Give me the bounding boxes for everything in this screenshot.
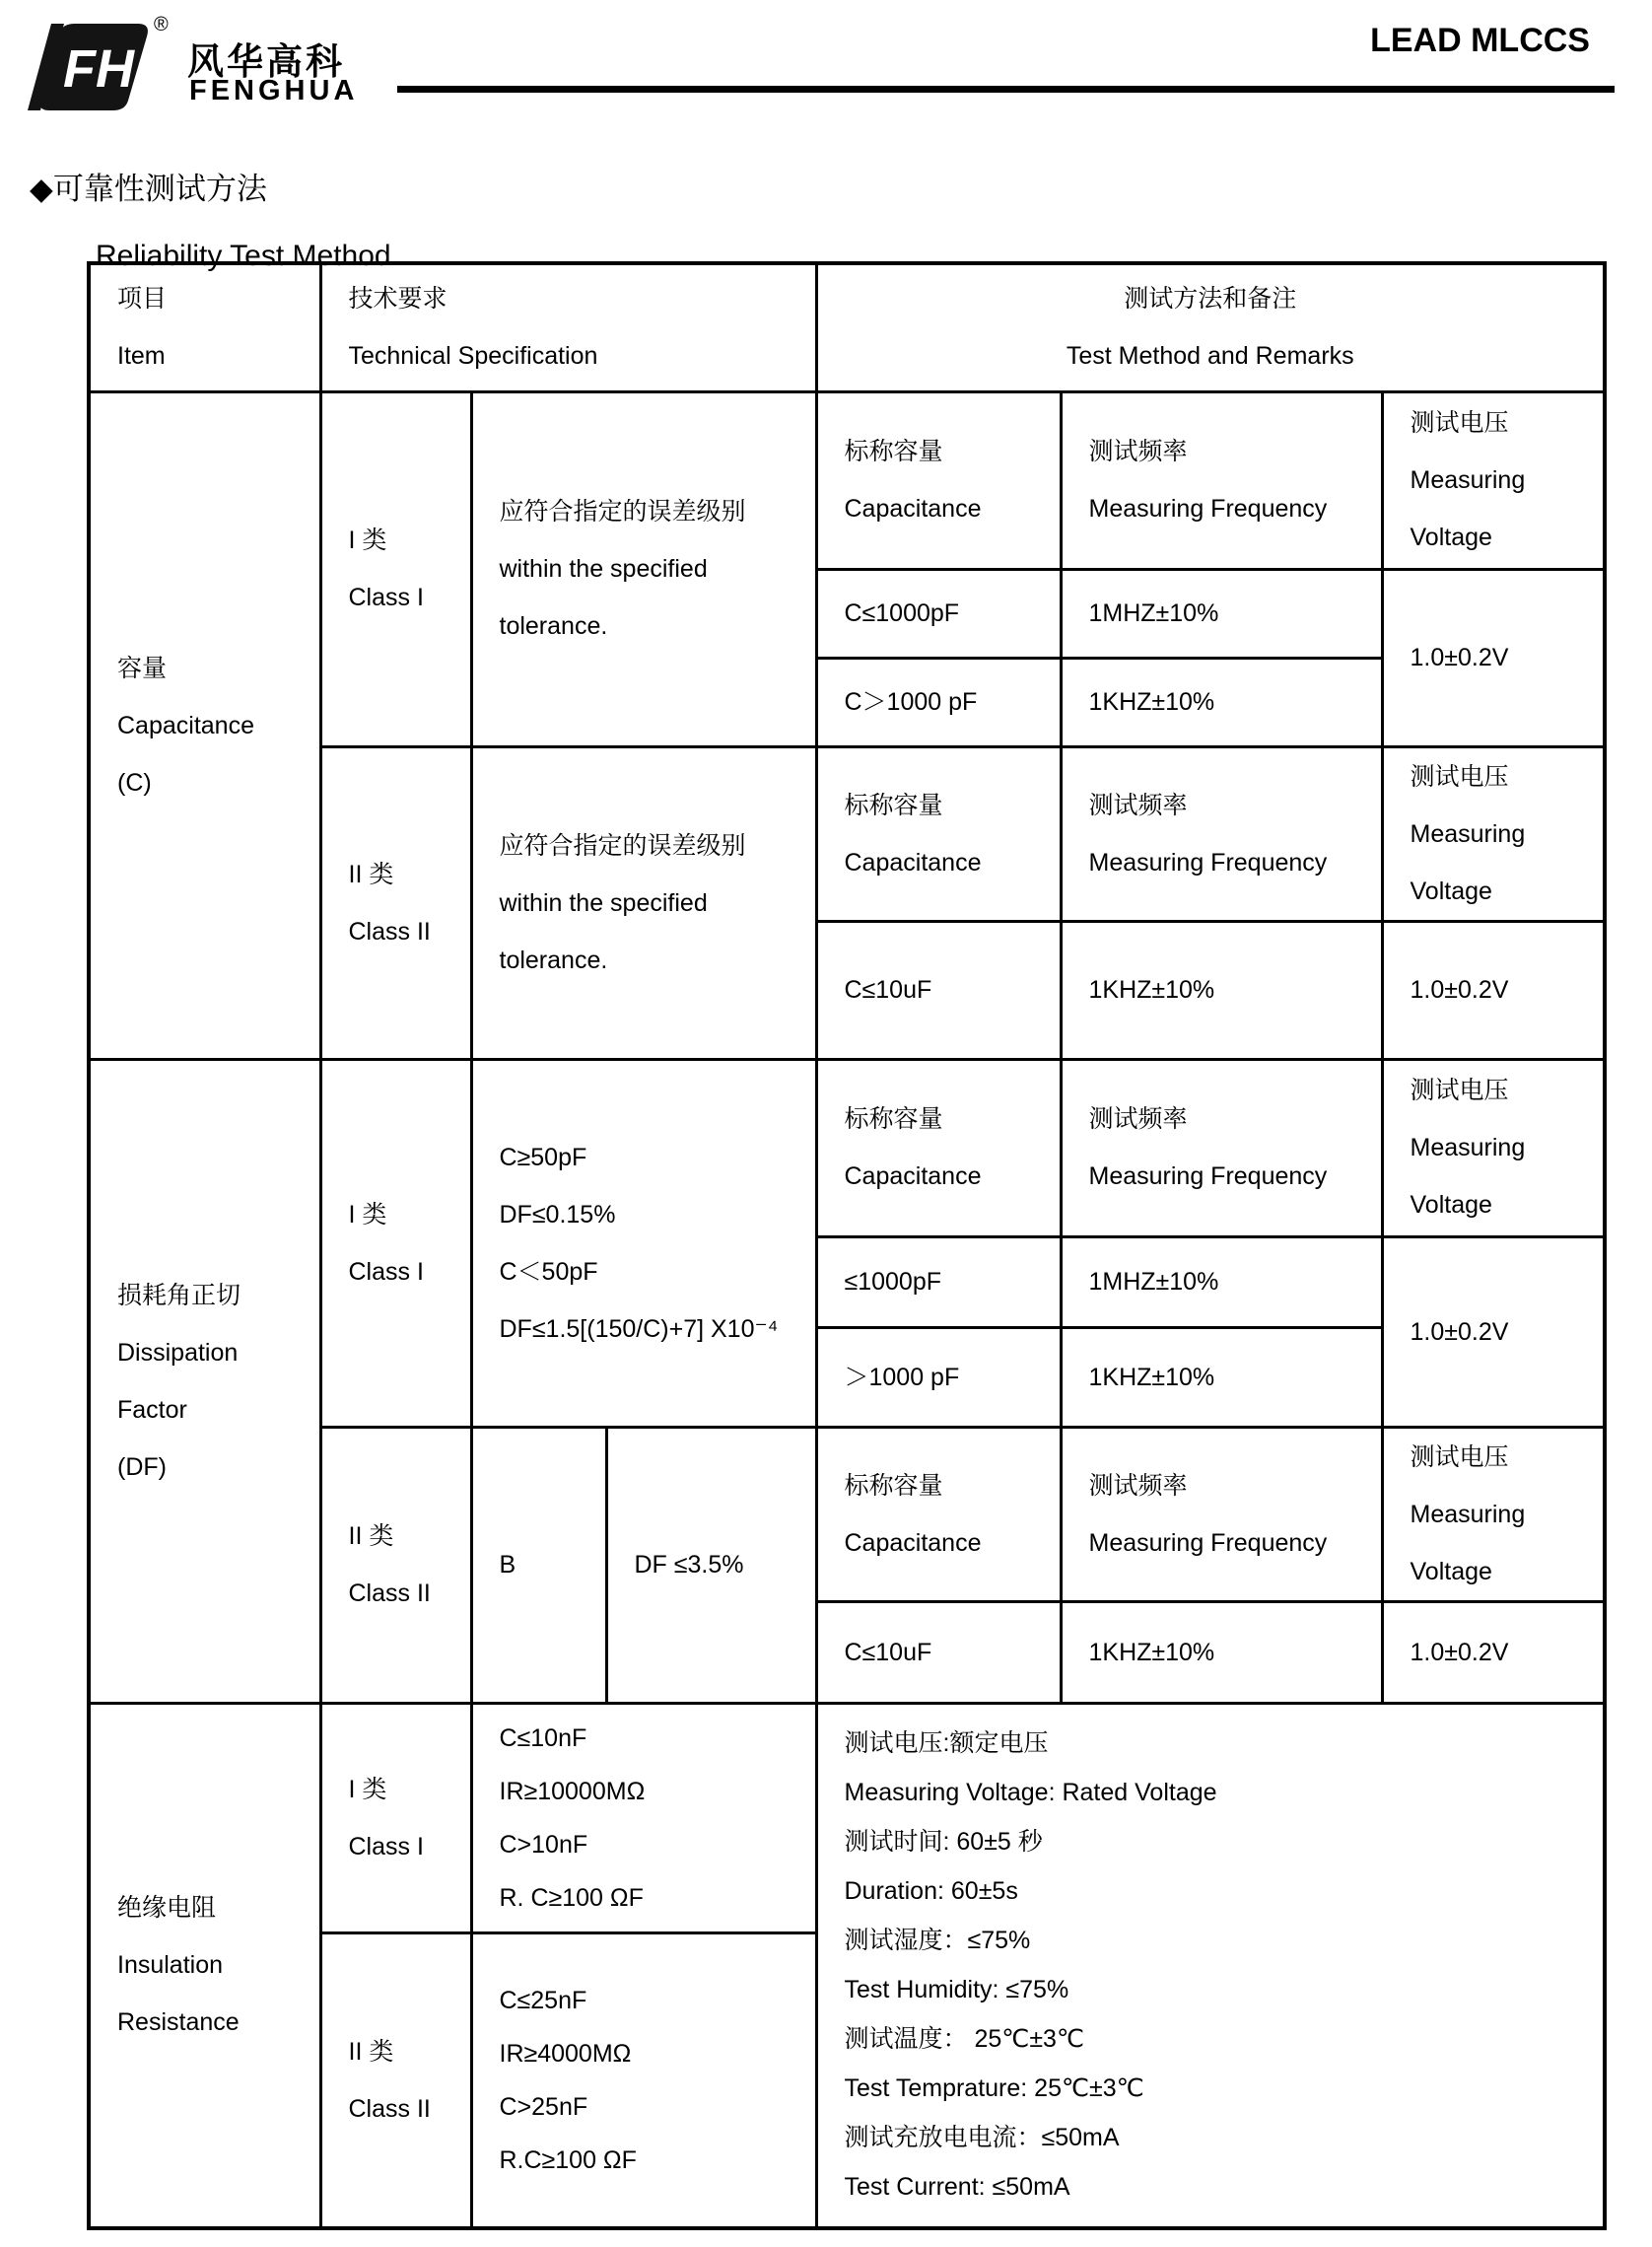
df-class1-spec-line: DF≤1.5[(150/C)+7] X10⁻⁴ <box>499 1314 779 1343</box>
value-measuring-frequency: 1KHZ±10% <box>1088 688 1215 716</box>
fenghua-logo <box>28 14 382 112</box>
value-measuring-frequency: 1KHZ±10% <box>1088 1363 1215 1391</box>
df-class1-voltage <box>1382 1236 1605 1427</box>
df-class1-spec-cell <box>471 1059 816 1427</box>
subheader-voltage-cell <box>1382 391 1605 569</box>
subheader-freq-en: Measuring Frequency <box>1088 1162 1328 1190</box>
ir-class1-cell <box>320 1703 471 1932</box>
ir-class1-spec-cell <box>471 1703 816 1932</box>
subheader-frequency-cell <box>1061 1427 1382 1601</box>
df-class2-limit-cell <box>606 1427 816 1703</box>
cap-class1-spec-line: 应符合指定的误差级别 <box>499 498 746 526</box>
ir-class1-spec-line: R. C≥100 ΩF <box>499 1883 644 1912</box>
subheader-cap-en: Capacitance <box>844 1528 982 1557</box>
subheader-volt-en1: Measuring <box>1410 819 1526 848</box>
capacitance-label-en: Capacitance <box>117 711 254 739</box>
value-measuring-frequency: 1KHZ±10% <box>1088 1638 1215 1666</box>
ir-label-en1: Insulation <box>117 1951 224 1980</box>
value-measuring-frequency: 1MHZ±10% <box>1088 599 1219 627</box>
brand-name-cn: 风华高科 <box>187 41 345 82</box>
table-row <box>89 1703 1605 1932</box>
cap-class2-spec-line: 应符合指定的误差级别 <box>499 831 746 860</box>
subheader-capacitance-cell <box>816 746 1061 921</box>
ir-class2-cn: II 类 <box>348 2037 394 2066</box>
value-measuring-voltage: 1.0±0.2V <box>1410 976 1509 1004</box>
df-class2-row1-freq <box>1061 1601 1382 1703</box>
cap-class2-voltage <box>1382 921 1605 1059</box>
table-row <box>89 391 1605 569</box>
header-divider-line <box>397 86 1615 93</box>
ir-class2-spec-line: IR≥4000MΩ <box>499 2039 632 2068</box>
page-title-en: Reliability Test Method <box>96 240 391 272</box>
subheader-volt-en1: Measuring <box>1410 1500 1526 1528</box>
df-class2-voltage <box>1382 1601 1605 1703</box>
ir-condition-line: 测试时间: 60±5 秒 <box>844 1828 1043 1857</box>
cap-class1-voltage <box>1382 569 1605 746</box>
cap-class1-cn: I 类 <box>348 527 387 554</box>
cap-class2-spec-line: tolerance. <box>499 946 608 974</box>
subheader-freq-en: Measuring Frequency <box>1088 848 1328 877</box>
df-class1-cell <box>320 1059 471 1427</box>
ir-label-cn: 绝缘电阻 <box>117 1894 217 1923</box>
ir-class2-spec-line: C≤25nF <box>499 1986 587 2014</box>
ir-class2-spec-cell <box>471 1932 816 2228</box>
subheader-voltage-cell <box>1382 1427 1605 1601</box>
subheader-cap-en: Capacitance <box>844 1162 982 1190</box>
cap-class2-cn: II 类 <box>348 860 394 888</box>
subheader-cap-cn: 标称容量 <box>844 791 943 819</box>
ir-class1-cn: I 类 <box>348 1775 387 1803</box>
ir-item-cell <box>89 1703 320 2228</box>
cap-class2-row1-freq <box>1061 921 1382 1059</box>
table-row <box>89 1059 1605 1236</box>
svg-text:FH: FH <box>63 39 134 99</box>
cap-class1-spec-line: within the specified <box>499 555 708 583</box>
ir-condition-line: Test Current: ≤50mA <box>844 2173 1070 2202</box>
value-capacitance-range: ＞1000 pF <box>844 1363 960 1391</box>
subheader-freq-en: Measuring Frequency <box>1088 1528 1328 1557</box>
df-class1-spec-line: C＜50pF <box>499 1257 598 1286</box>
subheader-cap-cn: 标称容量 <box>844 438 943 465</box>
df-class2-limit-value: DF ≤3.5% <box>634 1551 744 1579</box>
subheader-volt-en1: Measuring <box>1410 1134 1526 1161</box>
subheader-freq-cn: 测试频率 <box>1088 1471 1188 1500</box>
ir-class1-spec-line: C>10nF <box>499 1830 588 1859</box>
ir-condition-line: 测试温度： 25℃±3℃ <box>844 2025 1085 2054</box>
ir-class1-spec-line: C≤10nF <box>499 1723 587 1752</box>
header-item-cn: 项目 <box>117 285 168 314</box>
subheader-freq-cn: 测试频率 <box>1088 1105 1188 1133</box>
registered-trademark-icon: ® <box>154 14 169 35</box>
header-item-en: Item <box>117 342 166 371</box>
subheader-volt-cn: 测试电压 <box>1410 1442 1509 1471</box>
subheader-volt-en2: Voltage <box>1410 524 1492 551</box>
cap-class1-row1-cap <box>816 569 1061 658</box>
ir-condition-line: 测试湿度：≤75% <box>844 1927 1031 1955</box>
ir-test-conditions-cell <box>816 1703 1605 2228</box>
subheader-cap-en: Capacitance <box>844 495 982 523</box>
value-capacitance-range: C＞1000 pF <box>844 688 978 716</box>
df-class2-b-label: B <box>499 1551 516 1579</box>
header-method-cell <box>816 263 1605 391</box>
df-item-cell <box>89 1059 320 1703</box>
ir-class1-spec-line: IR≥10000MΩ <box>499 1777 646 1805</box>
ir-class2-spec-line: C>25nF <box>499 2092 588 2121</box>
df-class1-cn: I 类 <box>348 1200 387 1229</box>
ir-condition-line: Duration: 60±5s <box>844 1877 1018 1906</box>
df-class1-row2-freq <box>1061 1327 1382 1427</box>
df-class2-b-cell <box>471 1427 606 1703</box>
value-measuring-voltage: 1.0±0.2V <box>1410 1317 1509 1346</box>
subheader-volt-en2: Voltage <box>1410 1557 1492 1585</box>
subheader-capacitance-cell <box>816 1427 1061 1601</box>
cap-class1-spec-cell <box>471 391 816 746</box>
header-spec-en: Technical Specification <box>348 342 598 371</box>
df-class1-spec-line: DF≤0.15% <box>499 1200 616 1229</box>
subheader-voltage-cell <box>1382 746 1605 921</box>
value-capacitance-range: ≤1000pF <box>844 1268 942 1296</box>
capacitance-item-cell <box>89 391 320 1059</box>
ir-condition-line: Test Temprature: 25℃±3℃ <box>844 2074 1144 2103</box>
cap-class1-en: Class I <box>348 584 424 611</box>
df-class1-row1-freq <box>1061 1236 1382 1327</box>
page-title-cn: ◆可靠性测试方法 <box>30 172 267 206</box>
df-label-symbol: (DF) <box>117 1452 167 1481</box>
subheader-frequency-cell <box>1061 391 1382 569</box>
brand-name-en: FENGHUA <box>189 75 359 106</box>
ir-class1-en: Class I <box>348 1832 424 1861</box>
ir-condition-line: 测试充放电电流：≤50mA <box>844 2124 1120 2152</box>
subheader-volt-en2: Voltage <box>1410 1191 1492 1219</box>
ir-class2-cell <box>320 1932 471 2228</box>
reliability-test-table <box>87 261 1607 2230</box>
value-capacitance-range: C≤10uF <box>844 976 932 1004</box>
subheader-volt-cn: 测试电压 <box>1410 409 1509 437</box>
cap-class2-spec-cell <box>471 746 816 1059</box>
df-class1-en: Class I <box>348 1257 424 1286</box>
header-method-cn: 测试方法和备注 <box>1124 285 1297 314</box>
ir-condition-line: 测试电压:额定电压 <box>844 1729 1049 1758</box>
table-header-row <box>89 263 1605 391</box>
product-series-title: LEAD MLCCS <box>1370 22 1590 59</box>
fenghua-emblem-icon <box>28 22 151 112</box>
cap-class2-cell <box>320 746 471 1059</box>
cap-class1-spec-line: tolerance. <box>499 612 608 640</box>
ir-condition-line: Test Humidity: ≤75% <box>844 1976 1069 2004</box>
header-item-cell <box>89 263 320 391</box>
cap-class2-en: Class II <box>348 917 431 946</box>
subheader-volt-en1: Measuring <box>1410 466 1526 494</box>
subheader-freq-cn: 测试频率 <box>1088 438 1188 465</box>
capacitance-label-cn: 容量 <box>117 654 168 682</box>
df-class2-cell <box>320 1427 471 1703</box>
value-capacitance-range: C≤1000pF <box>844 599 960 627</box>
df-label-en2: Factor <box>117 1395 187 1424</box>
subheader-voltage-cell <box>1382 1059 1605 1236</box>
subheader-frequency-cell <box>1061 1059 1382 1236</box>
value-measuring-voltage: 1.0±0.2V <box>1410 644 1509 671</box>
df-class2-cn: II 类 <box>348 1522 394 1550</box>
header-spec-cell <box>320 263 816 391</box>
df-label-cn: 损耗角正切 <box>117 1281 241 1309</box>
header-spec-cn: 技术要求 <box>348 285 447 314</box>
subheader-freq-cn: 测试频率 <box>1088 791 1188 819</box>
cap-class1-row2-freq <box>1061 658 1382 746</box>
df-class1-spec-line: C≥50pF <box>499 1143 587 1171</box>
cap-class2-row1-cap <box>816 921 1061 1059</box>
value-capacitance-range: C≤10uF <box>844 1638 932 1666</box>
ir-condition-line: Measuring Voltage: Rated Voltage <box>844 1779 1217 1807</box>
cap-class1-cell <box>320 391 471 746</box>
df-class1-row2-cap <box>816 1327 1061 1427</box>
subheader-capacitance-cell <box>816 1059 1061 1236</box>
df-class2-en: Class II <box>348 1580 431 1607</box>
ir-class2-en: Class II <box>348 2094 431 2123</box>
cap-class1-row1-freq <box>1061 569 1382 658</box>
subheader-cap-cn: 标称容量 <box>844 1105 943 1133</box>
value-measuring-frequency: 1MHZ±10% <box>1088 1268 1219 1296</box>
subheader-volt-cn: 测试电压 <box>1410 762 1509 791</box>
subheader-frequency-cell <box>1061 746 1382 921</box>
cap-class2-spec-line: within the specified <box>499 888 708 917</box>
value-measuring-voltage: 1.0±0.2V <box>1410 1638 1509 1666</box>
cap-class1-row2-cap <box>816 658 1061 746</box>
subheader-capacitance-cell <box>816 391 1061 569</box>
subheader-cap-en: Capacitance <box>844 848 982 877</box>
subheader-volt-cn: 测试电压 <box>1410 1077 1509 1104</box>
df-class2-row1-cap <box>816 1601 1061 1703</box>
subheader-cap-cn: 标称容量 <box>844 1471 943 1500</box>
header-method-en: Test Method and Remarks <box>1066 342 1354 371</box>
df-label-en1: Dissipation <box>117 1338 239 1367</box>
ir-label-en2: Resistance <box>117 2008 240 2037</box>
ir-class2-spec-line: R.C≥100 ΩF <box>499 2145 637 2174</box>
capacitance-label-symbol: (C) <box>117 768 152 797</box>
df-class1-row1-cap <box>816 1236 1061 1327</box>
subheader-freq-en: Measuring Frequency <box>1088 495 1328 523</box>
subheader-volt-en2: Voltage <box>1410 877 1492 905</box>
value-measuring-frequency: 1KHZ±10% <box>1088 976 1215 1004</box>
